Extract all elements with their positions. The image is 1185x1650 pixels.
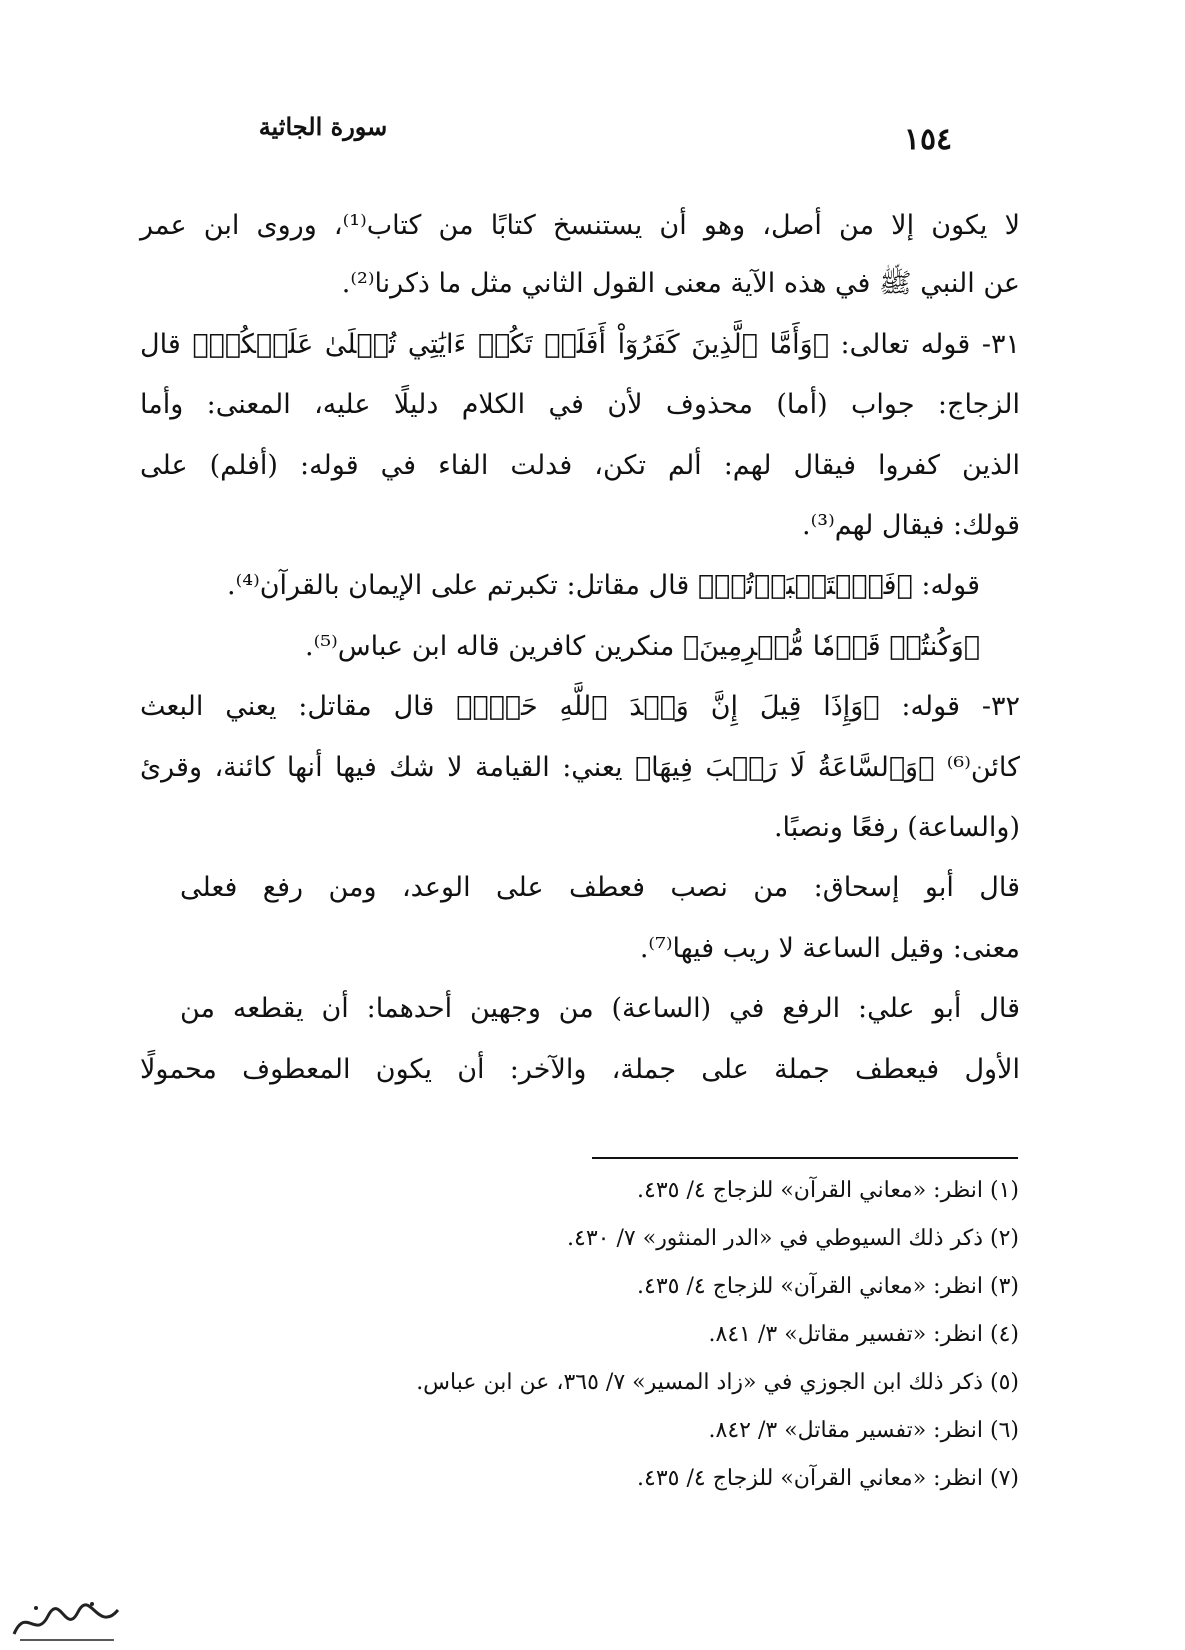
text-line: كائن⁽⁶⁾ ﴿وَٱلسَّاعَةُ لَا رَيۡبَ فِيهَا﴾ يعني: القيامة لا شك فيها أنها كائنة، وقرئ [140,752,1020,783]
text-line: الأول فيعطف جملة على جملة، والآخر: أن يكون المعطوف محمولًا [140,1054,1020,1085]
footnote: (٧) انظر: «معاني القرآن» للزجاج ٤/ ٤٣٥. [637,1466,1019,1491]
text-line: الزجاج: جواب (أما) محذوف لأن في الكلام دليلًا عليه، المعنى: وأما [140,389,1020,420]
text-line: ٣٢- قوله: ﴿وَإِذَا قِيلَ إِنَّ وَعۡدَ ٱللَّهِ حَقّٞ﴾ قال مقاتل: يعني البعث [140,691,1020,722]
footnote: (٥) ذكر ذلك ابن الجوزي في «زاد المسير» ٧/ ٣٦٥، عن ابن عباس. [416,1370,1019,1395]
footnote-separator [592,1157,1018,1159]
footnote: (٦) انظر: «تفسير مقاتل» ٣/ ٨٤٢. [708,1418,1019,1443]
text-line: قال أبو إسحاق: من نصب فعطف على الوعد، ومن رفع فعلى [180,872,1020,903]
text-line: ﴿وَكُنتُمۡ قَوۡمٗا مُّجۡرِمِينَ﴾ منكرين كافرين قاله ابن عباس⁽⁵⁾. [305,631,980,662]
text-line: ٣١- قوله تعالى: ﴿وَأَمَّا ٱلَّذِينَ كَفَرُوٓاْ أَفَلَمۡ تَكُنۡ ءَايَٰتِي تُتۡلَىٰ عَلَيۡكُمۡ﴾ قال [140,329,1020,360]
text-line: قوله: ﴿فَٱسۡتَكۡبَرۡتُمۡ﴾ قال مقاتل: تكبرتم على الإيمان بالقرآن⁽⁴⁾. [227,570,980,601]
running-header-title: سورة الجاثية [258,112,388,141]
publisher-logo [6,1596,128,1646]
text-line: عن النبي ﷺ في هذه الآية معنى القول الثاني مثل ما ذكرنا⁽²⁾. [341,268,1020,299]
footnote: (٢) ذكر ذلك السيوطي في «الدر المنثور» ٧/ ٤٣٠. [567,1226,1019,1251]
footnote: (١) انظر: «معاني القرآن» للزجاج ٤/ ٤٣٥. [637,1178,1019,1203]
text-line: الذين كفروا فيقال لهم: ألم تكن، فدلت الفاء في قوله: (أفلم) على [140,450,1020,481]
text-line: قال أبو علي: الرفع في (الساعة) من وجهين أحدهما: أن يقطعه من [180,993,1020,1024]
footnote: (٣) انظر: «معاني القرآن» للزجاج ٤/ ٤٣٥. [637,1274,1019,1299]
text-line: لا يكون إلا من أصل، وهو أن يستنسخ كتابًا من كتاب⁽¹⁾، وروى ابن عمر [140,210,1020,241]
text-line: معنى: وقيل الساعة لا ريب فيها⁽⁷⁾. [639,933,1020,964]
page-number: ١٥٤ [903,122,953,157]
text-line: (والساعة) رفعًا ونصبًا. [773,812,1020,843]
text-line: قولك: فيقال لهم⁽³⁾. [802,510,1020,541]
footnote: (٤) انظر: «تفسير مقاتل» ٣/ ٨٤١. [708,1322,1019,1347]
